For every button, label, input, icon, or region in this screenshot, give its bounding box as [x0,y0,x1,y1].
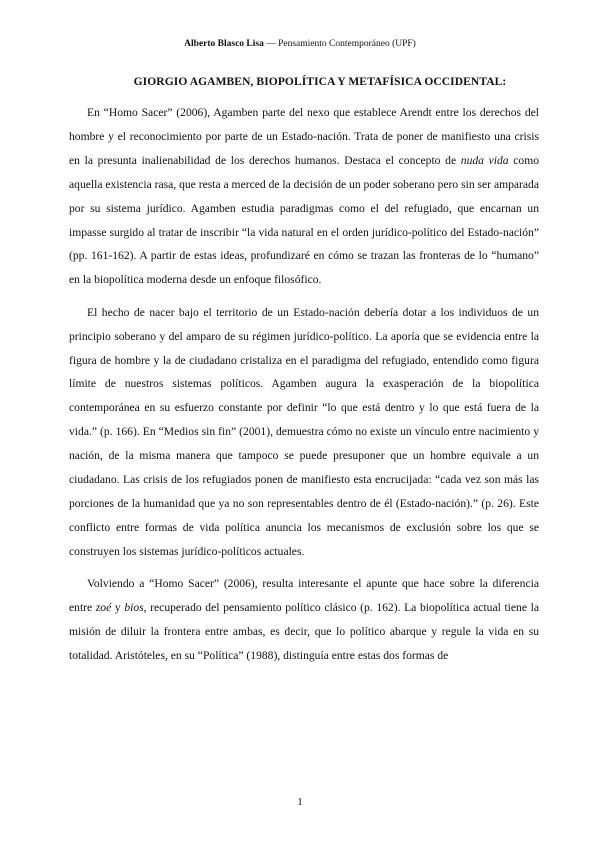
paragraph-1-text-a: En “Homo Sacer” (2006), Agamben parte del nexo que establece Arendt entre los derechos del hombre y el reconocimiento por parte de un Estado-nación. Trata de poner de manifiesto una crisis en la presunta inalienabilidad de los derechos humanos. Destaca el concepto de [69,106,539,167]
paragraph-3-text-a: Volviendo a “Homo Sacer” (2006), resulta interesante el apunte que hace sobre la diferencia entre [69,577,539,615]
paragraph-1 [69,101,539,292]
header-course: Pensamiento Contemporáneo (UPF) [278,39,416,49]
page-number: 1 [297,796,303,808]
paragraph-3 [69,572,539,668]
paragraph-3-text-c: recuperado del pensamiento político clásico (p. 162). La biopolítica actual tiene la misión de diluir la frontera entre ambas, es decir, que lo político abarque y regule la vida en su totalidad. Aristóteles, en su “Política” (1988), distinguía entre estas dos formas de [69,601,539,662]
paragraph-1-text-b: como aquella existencia rasa, que resta a merced de la decisión de un poder soberano pero sin ser amparada por su sistema jurídico. Agamben estudia paradigmas como el del refugiado, que encarnan un impasse surgido al tratar de inscribir “la vida natural en el orden jurídico-político del Estado-nación” (pp. 161-162). A partir de estas ideas, profundizaré en cómo se trazan las fronteras de lo “humano” en la biopolítica moderna desde un enfoque filosófico. [69,153,540,287]
header-author: Alberto Blasco Lisa [184,39,264,49]
term-zoe: zoé [95,601,112,615]
document-title: GIORGIO AGAMBEN, BIOPOLÍTICA Y METAFÍSICA OCCIDENTAL: [133,76,507,88]
paragraph-3-text-b: y [111,601,125,615]
paragraph-2 [69,301,539,564]
term-bios: bios, [124,601,147,615]
running-header [0,39,600,49]
document-body [69,101,539,676]
header-separator: — [263,39,279,49]
paragraph-2-text: El hecho de nacer bajo el territorio de un Estado-nación debería dotar a los individuos de un principio soberano y del amparo de su régimen jurídico-político. La aporía que se evidencia entre la figura de hombre y la de ciudadano cristaliza en el paradigma del refugiado, entendido como figura límite de nuestros sistemas políticos. Agamben augura la exasperación de la biopolítica contemporánea en su esfuerzo constante por definir “lo que está dentro y lo que está fuera de la vida.” (p. 166). En “Medios sin fin” (2001), demuestra cómo no existe un vínculo entre nacimiento y nación, de la misma manera que tampoco se puede presuponer que un hombre equivale a un ciudadano. Las crisis de los refugiados ponen de manifiesto esta encrucijada: “cada vez son más las porciones de la humanidad que ya no son representables dentro de él (Estado-nación).” (p. 26). Este conflicto entre formas de vida política anuncia los mecanismos de exclusión sobre los que se construyen los sistemas jurídico-políticos actuales. [69,305,539,558]
term-nuda-vida: nuda vida [460,153,509,167]
